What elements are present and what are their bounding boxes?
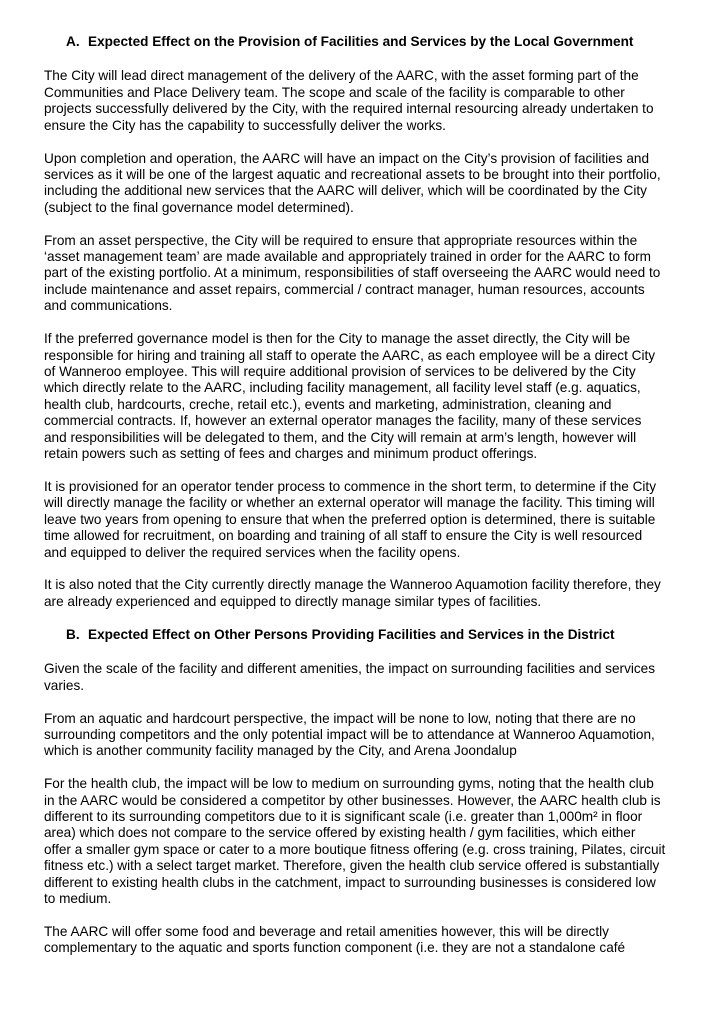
section-a-paragraph-2: Upon completion and operation, the AARC will have an impact on the City’s provision of facilities and services as it will be one of the largest aquatic and recreational assets to be brought into their portfolio, including the additional new services that the AARC will deliver, which will be coordinated by the City (subject to the final governance model determined).	[44, 150, 661, 215]
section-a-paragraph-1: The City will lead direct management of the delivery of the AARC, with the asset forming part of the Communities and Place Delivery team. The scope and scale of the facility is comparable to other projects successfully delivered by the City, with the required internal resourcing already undertaken to ensure the City has the capability to successfully deliver the works.	[44, 68, 654, 133]
section-b-heading	[44, 627, 666, 643]
section-b-title: Expected Effect on Other Persons Providing Facilities and Services in the District	[88, 626, 615, 642]
section-a-title: Expected Effect on the Provision of Facilities and Services by the Local Government	[88, 34, 634, 49]
section-a-paragraph-6: It is also noted that the City currently directly manage the Wanneroo Aquamotion facility therefore, they are already experienced and equipped to directly manage similar types of facilities.	[44, 577, 661, 609]
section-b-paragraph-2: From an aquatic and hardcourt perspective, the impact will be none to low, noting that there are no surrounding competitors and the only potential impact will be to attendance at Wanneroo Aquamotion, which is another community facility managed by the City, and Arena Joondalup	[44, 710, 655, 759]
section-b-paragraph-3: For the health club, the impact will be low to medium on surrounding gyms, noting that the health club in the AARC would be considered a competitor by other businesses. However, the AARC health club is different to its surrounding competitors due to it is significant scale (i.e. greater than 1,000m² in floor area) which does not compare to the service offered by existing health / gym facilities, which either offer a smaller gym space or cater to a more boutique fitness offering (e.g. cross training, Pilates, circuit fitness etc.) with a select target market. Therefore, given the health club service offered is substantially different to existing health clubs in the catchment, impact to surrounding businesses is considered low to medium.	[44, 776, 666, 907]
section-b-paragraph-4: The AARC will offer some food and beverage and retail amenities however, this will be directly complementary to the aquatic and sports function component (i.e. they are not a standalone café	[44, 923, 626, 956]
document-page	[44, 34, 666, 973]
section-a-letter: A.	[66, 34, 80, 49]
section-b-letter: B.	[66, 626, 80, 642]
section-b-paragraph-1: Given the scale of the facility and different amenities, the impact on surrounding facilities and services varies.	[44, 661, 656, 693]
section-a-paragraph-3: From an asset perspective, the City will be required to ensure that appropriate resources within the ‘asset management team’ are made available and appropriately trained in order for the AARC to form part of the existing portfolio. At a minimum, responsibilities of staff overseeing the AARC would need to include maintenance and asset repairs, commercial / contract manager, human resources, accounts and communications.	[44, 232, 661, 314]
section-a-paragraph-5: It is provisioned for an operator tender process to commence in the short term, to determine if the City will directly manage the facility or whether an external operator will manage the facility. This timing will leave two years from opening to ensure that when the preferred option is determined, there is suitable time allowed for recruitment, on boarding and training of all staff to ensure the City is well resourced and equipped to deliver the required services when the facility opens.	[44, 478, 657, 560]
section-a-heading	[44, 34, 666, 50]
section-a-paragraph-4: If the preferred governance model is then for the City to manage the asset directly, the City will be responsible for hiring and training all staff to operate the AARC, as each employee will be a direct City of Wanneroo employee. This will require additional provision of services to be delivered by the City which directly relate to the AARC, including facility management, all facility level staff (e.g. aquatics, health club, hardcourts, creche, retail etc.), events and marketing, administration, cleaning and commercial contracts. If, however an external operator manages the facility, many of these services and responsibilities will be delegated to them, and the City will remain at arm’s length, however will retain powers such as setting of fees and charges and minimum product offerings.	[44, 331, 656, 462]
